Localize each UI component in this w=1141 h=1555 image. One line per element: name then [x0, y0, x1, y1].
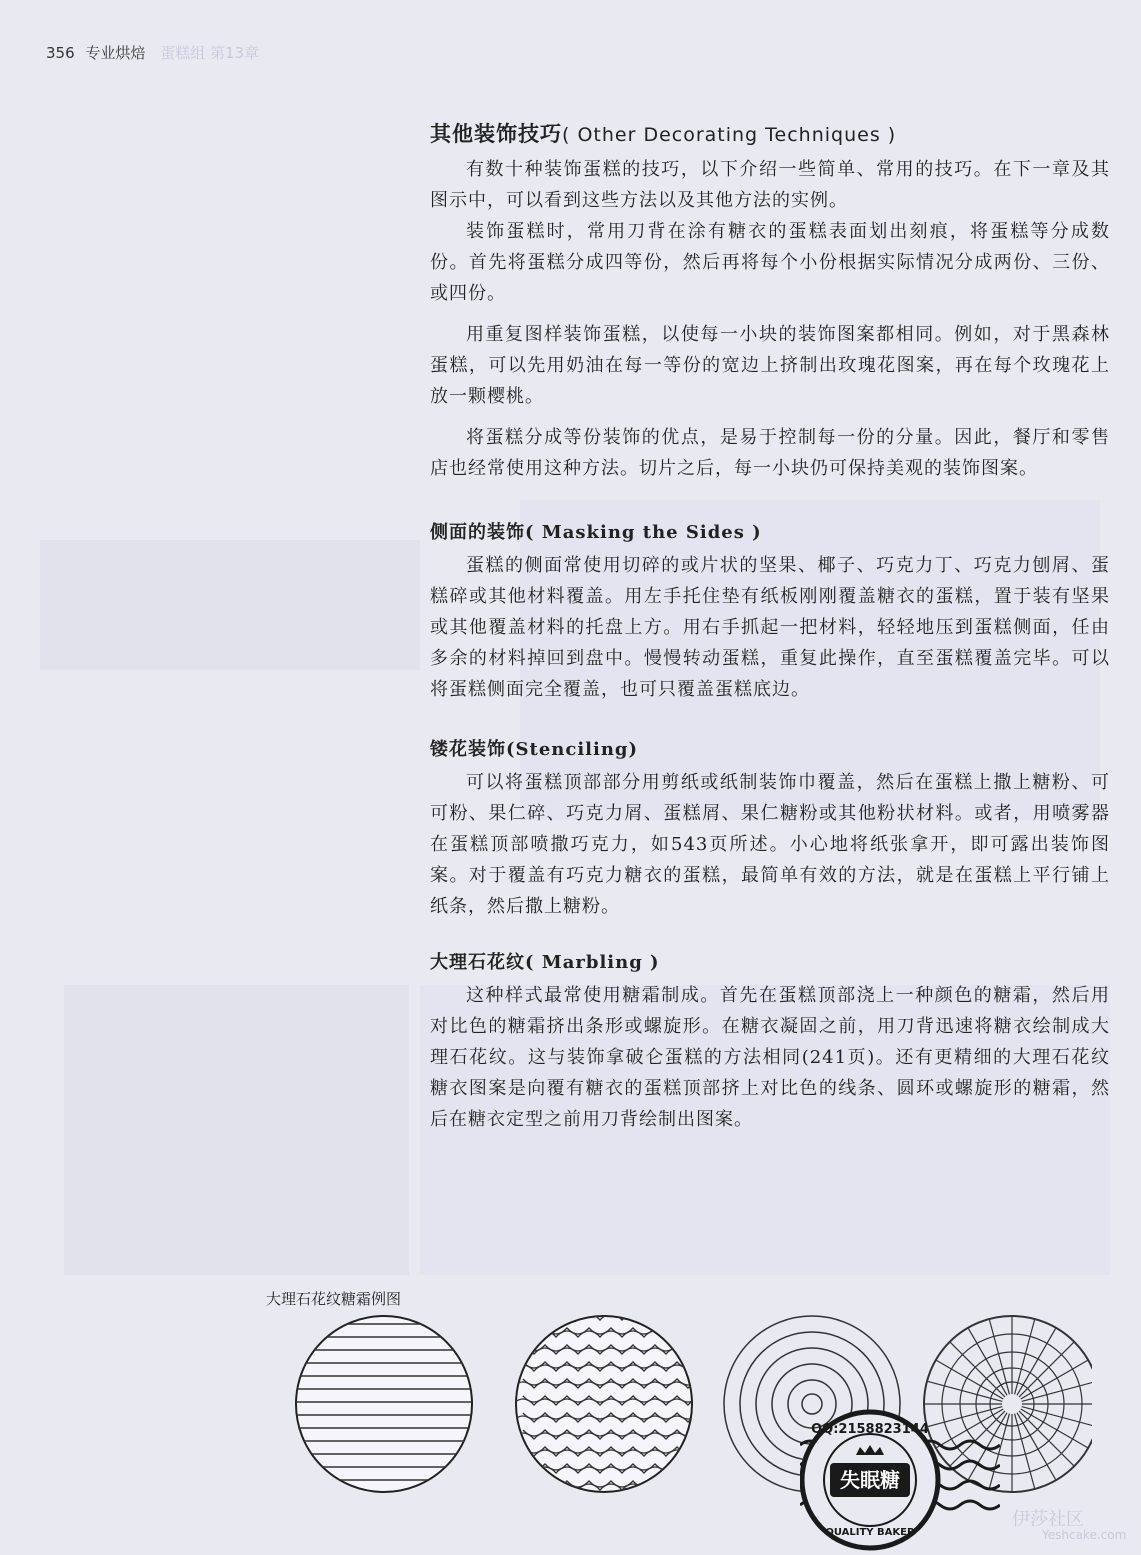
page-header	[46, 42, 259, 63]
figure-caption: 大理石花纹糖霜例图	[266, 1290, 402, 1308]
main-column	[430, 118, 1110, 1135]
title-cn: 其他装饰技巧	[430, 122, 562, 146]
paragraph: 有数十种装饰蛋糕的技巧，以下介绍一些简单、常用的技巧。在下一章及其图示中，可以看到这些方法以及其他方法的实例。	[430, 159, 1110, 211]
paragraph: 这种样式最常使用糖霜制成。首先在蛋糕顶部浇上一种颜色的糖霜，然后用对比色的糖霜挤出条形或螺旋形。在糖衣凝固之前，用刀背迅速将糖衣绘制成大理石花纹。这与装饰拿破仑蛋糕的方法相同(241页)。还有更精细的大理石花纹糖衣图案是向覆有糖衣的蛋糕顶部挤上对比色的线条、圆环或螺旋形的糖霜，然后在糖衣定型之前用刀背绘制出图案。	[430, 985, 1110, 1130]
title-en: (Stenciling)	[506, 739, 639, 760]
seal-stamp	[800, 1405, 1000, 1555]
paragraph: 装饰蛋糕时，常用刀背在涂有糖衣的蛋糕表面划出刻痕，将蛋糕等分成数份。首先将蛋糕分成四等份，然后再将每个小份根据实际情况分成两份、三份、或四份。	[430, 221, 1110, 304]
ghost-header: 蛋糕组 第13章	[160, 44, 260, 62]
title-cn: 镂花装饰	[430, 739, 506, 760]
watermark-cn: 伊莎社区	[1012, 1509, 1084, 1530]
title-cn: 大理石花纹	[430, 952, 525, 973]
page-number: 356	[46, 44, 75, 62]
section-title-other	[430, 118, 1110, 148]
pattern-stroke	[1019, 1411, 1074, 1466]
ghost-block	[40, 540, 420, 670]
section-title-marble	[430, 948, 1110, 974]
ghost-block	[64, 985, 409, 1275]
title-en: ( Masking the Sides )	[525, 522, 762, 543]
paragraph: 可以将蛋糕顶部部分用剪纸或纸制装饰巾覆盖，然后在蛋糕上撒上糖粉、可可粉、果仁碎、巧克力屑、蛋糕屑、果仁糖粉或其他粉状材料。或者，用喷雾器在蛋糕顶部喷撒巧克力，如543页所述。小心地将纸张拿开，即可露出装饰图案。对于覆盖有巧克力糖衣的蛋糕，最简单有效的方法，就是在蛋糕上平行铺上纸条，然后撒上糖粉。	[430, 772, 1110, 917]
section-title-stencil	[430, 735, 1110, 761]
paragraph: 用重复图样装饰蛋糕，以使每一小块的装饰图案都相同。例如，对于黑森林蛋糕，可以先用奶油在每一等份的宽边上挤制出玫瑰花图案，再在每个玫瑰花上放一颗樱桃。	[430, 324, 1110, 407]
pattern-stroke	[950, 1342, 1005, 1397]
lines-pattern-icon	[292, 1316, 476, 1493]
wave-pattern-icon	[512, 1314, 721, 1497]
section-title-sides	[430, 518, 1110, 544]
stamp-sub: QUALITY BAKER	[825, 1527, 915, 1538]
title-cn: 侧面的装饰	[430, 522, 525, 543]
title-en: ( Marbling )	[525, 952, 660, 973]
pattern-stroke	[1019, 1342, 1074, 1397]
book-title: 专业烘焙	[85, 44, 146, 62]
stamp-ring-text: QQ:2158823144	[811, 1422, 929, 1437]
stamp-center: 失眠糖	[840, 1468, 900, 1492]
paragraph: 将蛋糕分成等份装饰的优点，是易于控制每一份的分量。因此，餐厅和零售店也经常使用这种方法。切片之后，每一小块仍可保持美观的装饰图案。	[430, 427, 1110, 479]
paragraph: 蛋糕的侧面常使用切碎的或片状的坚果、椰子、巧克力丁、巧克力刨屑、蛋糕碎或其他材料覆盖。用左手托住垫有纸板刚刚覆盖糖衣的蛋糕，置于装有坚果或其他覆盖材料的托盘上方。用右手抓起一把材料，轻轻地压到蛋糕侧面，任由多余的材料掉回到盘中。慢慢转动蛋糕，重复此操作，直至蛋糕覆盖完毕。可以将蛋糕侧面完全覆盖，也可只覆盖蛋糕底边。	[430, 555, 1110, 700]
title-en: ( Other Decorating Techniques )	[562, 124, 897, 146]
watermark-url: Yeshcake.com	[1042, 1528, 1127, 1542]
